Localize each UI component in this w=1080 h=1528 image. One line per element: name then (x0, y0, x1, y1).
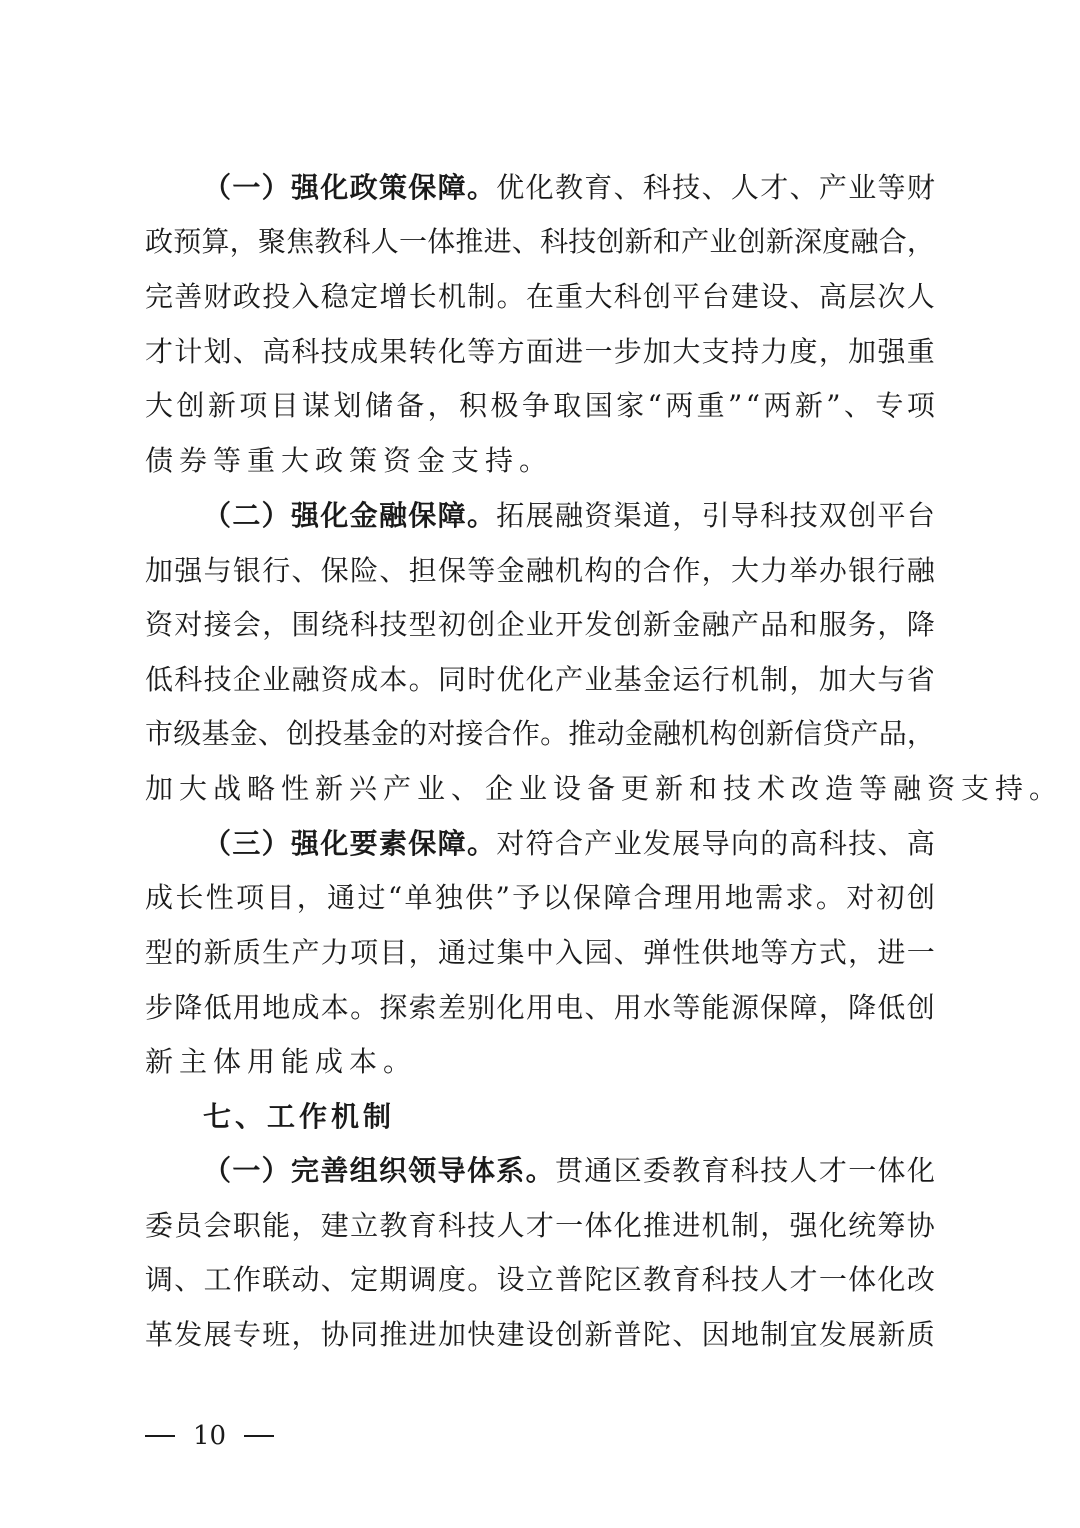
page-number: 10 (193, 1421, 227, 1451)
paragraph-line: 革 发 展 专 班 ， 协 同 推 进 加 快 建 设 创 新 普 陀 、 因 地 制 宜 发 展 新 质 (145, 1318, 935, 1351)
line-text: 加大战略性新兴产业、企业设备更新和技术改造等融资支持。 (145, 772, 1064, 805)
paragraph-line: 资 对 接 会 ， 围 绕 科 技 型 初 创 企 业 开 发 创 新 金 融 产 品 和 服 务 ， 降 (145, 608, 935, 641)
footer-dash-right (244, 1435, 274, 1437)
paragraph-line: 加 强 与 银 行 、 保 险 、 担 保 等 金 融 机 构 的 合 作 ， 大 力 举 办 银 行 融 (145, 554, 935, 587)
section-heading: 七、工作机制 (203, 1100, 396, 1133)
paragraph-line (145, 1042, 935, 1082)
page-footer (145, 1418, 274, 1454)
paragraph-line: 大 创 新 项 目 谋 划 储 备 ， 积 极 争 取 国 家 “ 两 重 ” “ 两 新 ” 、 专 项 (145, 389, 935, 422)
paragraph-line: 低 科 技 企 业 融 资 成 本 。 同 时 优 化 产 业 基 金 运 行 机 制 ， 加 大 与 省 (145, 663, 935, 696)
line-text: 债券等重大政策资金支持。 (145, 444, 554, 477)
paragraph-line: （ 一 ） 完 善 组 织 领 导 体 系 。 贯 通 区 委 教 育 科 技 人 才 一 体 化 (203, 1154, 935, 1187)
paragraph-line: 才 计 划 、 高 科 技 成 果 转 化 等 方 面 进 一 步 加 大 支 持 力 度 ， 加 强 重 (145, 335, 935, 368)
paragraph-line: 步 降 低 用 地 成 本 。 探 索 差 别 化 用 电 、 用 水 等 能 源 保 障 ， 降 低 创 (145, 991, 935, 1024)
paragraph-line: （ 三 ） 强 化 要 素 保 障 。 对 符 合 产 业 发 展 导 向 的 高 科 技 、 高 (203, 827, 935, 860)
paragraph-line: 委 员 会 职 能 ， 建 立 教 育 科 技 人 才 一 体 化 推 进 机 制 ， 强 化 统 筹 协 (145, 1209, 935, 1242)
paragraph-line: 完 善 财 政 投 入 稳 定 增 长 机 制 。 在 重 大 科 创 平 台 建 设 、 高 层 次 人 (145, 280, 935, 313)
footer-dash-left (145, 1435, 175, 1437)
paragraph-line: （ 二 ） 强 化 金 融 保 障 。 拓 展 融 资 渠 道 ， 引 导 科 技 双 创 平 台 (203, 499, 935, 532)
paragraph-line: 调 、 工 作 联 动 、 定 期 调 度 。 设 立 普 陀 区 教 育 科 技 人 才 一 体 化 改 (145, 1263, 935, 1296)
paragraph-line: 政 预 算 ， 聚 焦 教 科 人 一 体 推 进 、 科 技 创 新 和 产 业 创 新 深 度 融 合 ， (145, 225, 935, 258)
paragraph-line (145, 769, 1064, 809)
paragraph-line: （ 一 ） 强 化 政 策 保 障 。 优 化 教 育 、 科 技 、 人 才 、 产 业 等 财 (203, 171, 935, 204)
paragraph-line: 型 的 新 质 生 产 力 项 目 ， 通 过 集 中 入 园 、 弹 性 供 地 等 方 式 ， 进 一 (145, 936, 935, 969)
paragraph-line (145, 441, 935, 481)
paragraph-line: 市 级 基 金 、 创 投 基 金 的 对 接 合 作 。 推 动 金 融 机 构 创 新 信 贷 产 品 ， (145, 717, 935, 750)
line-text: 新主体用能成本。 (145, 1045, 418, 1078)
paragraph-line: 成 长 性 项 目 ， 通 过 “ 单 独 供 ” 予 以 保 障 合 理 用 地 需 求 。 对 初 创 (145, 881, 935, 914)
